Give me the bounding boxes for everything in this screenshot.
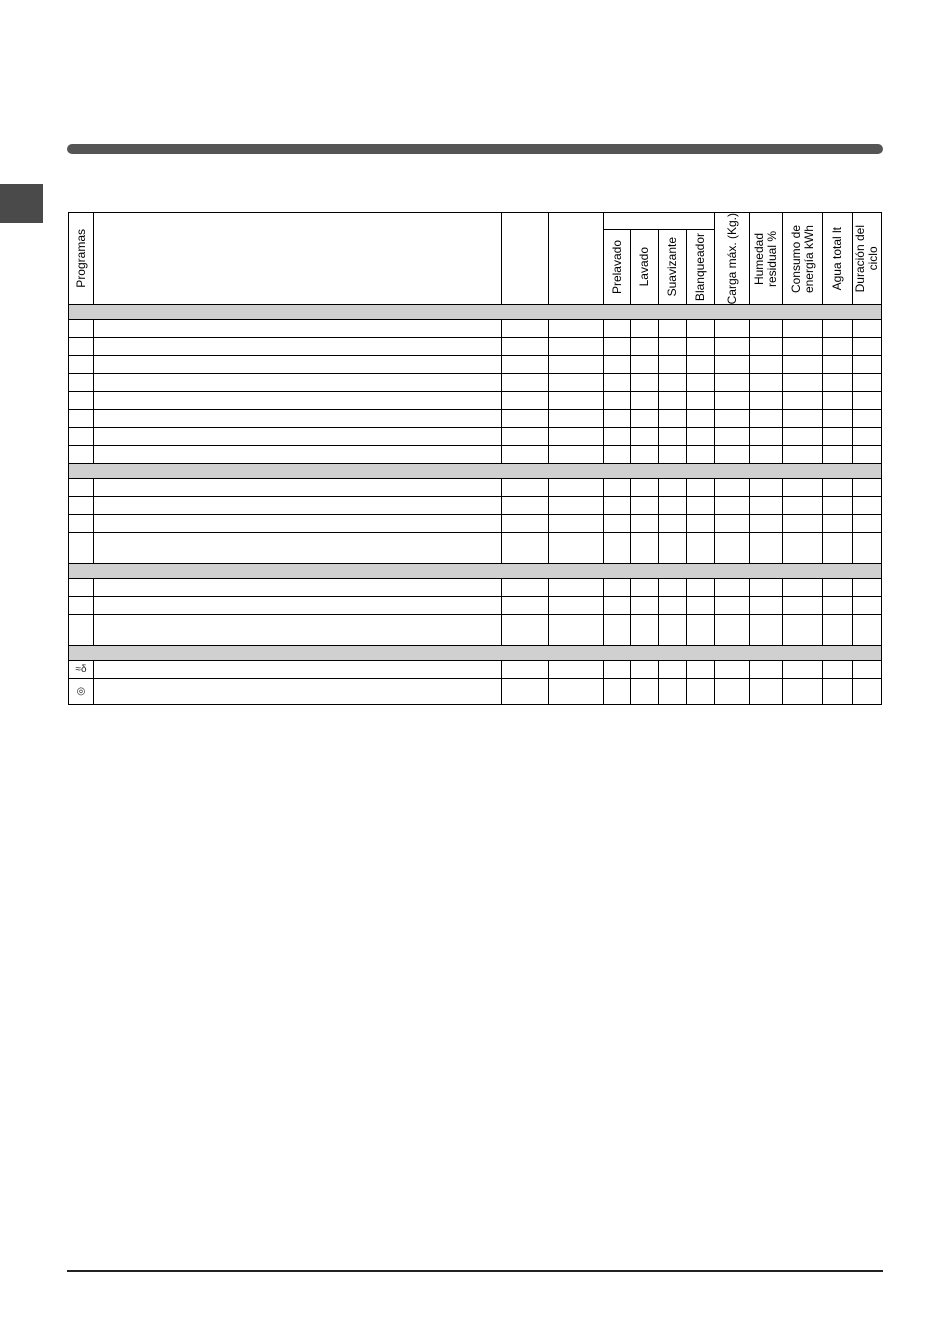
table-cell [659,338,687,356]
header-prelavado: Prelavado [604,229,631,305]
table-cell [502,479,549,497]
table-cell [687,428,715,446]
table-cell [853,320,882,338]
table-cell [715,374,750,392]
table-cell [783,428,823,446]
table-cell [853,374,882,392]
table-cell [659,533,687,564]
footer-rule [67,1270,883,1272]
table-cell [549,410,604,428]
table-cell [94,661,502,679]
section-header-row [69,646,882,661]
table-cell [604,661,631,679]
table-cell [604,615,631,646]
table-row [69,392,882,410]
table-cell [823,338,853,356]
table-row [69,579,882,597]
table-cell [549,446,604,464]
header-duracion: Duración del ciclo [853,213,882,305]
table-cell [750,338,783,356]
table-cell [715,320,750,338]
table-row [69,320,882,338]
table-row [69,515,882,533]
table-cell [631,579,659,597]
spin-icon: ◎ [76,685,86,697]
table-cell [502,338,549,356]
table-cell [631,410,659,428]
table-cell [715,515,750,533]
table-cell [502,515,549,533]
table-cell [631,497,659,515]
table-cell [604,392,631,410]
table-cell [549,615,604,646]
table-cell [853,356,882,374]
header-programas: Programas [69,213,94,305]
table-row [69,533,882,564]
table-cell [687,661,715,679]
table-cell [94,679,502,705]
table-cell [659,374,687,392]
header-description [94,213,502,305]
table-cell [853,497,882,515]
table-cell [631,356,659,374]
table-cell [502,356,549,374]
table-cell [502,392,549,410]
program-number-cell [69,356,94,374]
table-cell [823,479,853,497]
table-cell [687,533,715,564]
table-cell [604,374,631,392]
table-cell [783,410,823,428]
table-cell [823,497,853,515]
table-cell [604,428,631,446]
table-cell [715,615,750,646]
table-cell [823,597,853,615]
table-cell [687,446,715,464]
table-row [69,479,882,497]
table-cell [502,428,549,446]
table-cell [94,597,502,615]
table-cell [604,479,631,497]
table-cell [549,679,604,705]
table-cell [94,392,502,410]
header-consumo: Consumo de energía kWh [783,213,823,305]
table-cell [687,392,715,410]
table-cell [549,597,604,615]
table-cell [750,615,783,646]
table-cell [823,533,853,564]
table-cell [94,374,502,392]
table-cell [783,392,823,410]
table-cell [715,479,750,497]
table-cell [750,679,783,705]
program-number-cell [69,615,94,646]
table-cell [750,661,783,679]
table-cell [750,356,783,374]
table-cell [783,597,823,615]
section-header-row [69,564,882,579]
table-cell [94,497,502,515]
table-cell [549,428,604,446]
table-cell [687,497,715,515]
program-number-cell [69,579,94,597]
table-cell [631,374,659,392]
table-cell [750,497,783,515]
table-cell [549,533,604,564]
table-cell [715,356,750,374]
program-number-cell [69,479,94,497]
table-cell [549,579,604,597]
table-cell [659,428,687,446]
table-cell [823,515,853,533]
table-cell [750,428,783,446]
table-cell [659,597,687,615]
table-cell [687,320,715,338]
program-number-cell [69,428,94,446]
drum-rinse-icon: ≈δ [75,663,87,675]
programs-table-body [69,305,882,705]
table-cell [687,679,715,705]
table-cell [94,428,502,446]
table-row [69,428,882,446]
header-carga: Carga máx. (Kg.) [715,213,750,305]
table-cell [687,410,715,428]
table-cell [604,579,631,597]
table-cell [502,615,549,646]
table-cell [823,320,853,338]
header-blanqueador: Blanqueador [687,229,715,305]
table-cell [94,615,502,646]
table-cell [783,497,823,515]
table-cell [750,479,783,497]
table-cell [659,515,687,533]
table-cell [853,679,882,705]
table-cell [604,515,631,533]
table-cell [783,661,823,679]
table-cell [783,356,823,374]
table-cell [659,679,687,705]
table-cell [659,615,687,646]
table-cell [687,356,715,374]
table-cell [94,479,502,497]
table-cell [853,579,882,597]
table-cell [549,392,604,410]
table-cell [715,597,750,615]
table-cell [631,338,659,356]
table-cell [715,679,750,705]
table-cell [823,374,853,392]
table-cell [853,428,882,446]
table-cell [604,597,631,615]
program-number-cell [69,597,94,615]
table-cell [94,446,502,464]
table-cell [502,374,549,392]
table-row [69,679,882,705]
table-cell [631,392,659,410]
table-cell [750,533,783,564]
table-row [69,661,882,679]
table-cell [631,597,659,615]
table-cell [604,320,631,338]
table-cell [823,679,853,705]
header-suavizante: Suavizante [659,229,687,305]
table-cell [783,479,823,497]
table-cell [715,497,750,515]
table-cell [823,615,853,646]
table-cell [631,533,659,564]
header-col-a [502,213,549,305]
table-cell [659,579,687,597]
table-row [69,338,882,356]
table-cell [549,356,604,374]
table-cell [94,515,502,533]
table-cell [549,479,604,497]
table-cell [823,579,853,597]
table-cell [94,533,502,564]
table-cell [94,338,502,356]
header-col-b [549,213,604,305]
table-row [69,497,882,515]
program-number-cell [69,515,94,533]
table-cell [659,392,687,410]
table-cell [502,320,549,338]
table-cell [604,356,631,374]
table-cell [687,479,715,497]
table-cell [94,320,502,338]
table-cell [502,679,549,705]
table-cell [750,392,783,410]
program-number-cell [69,338,94,356]
table-cell [783,446,823,464]
table-cell [604,679,631,705]
table-row [69,374,882,392]
table-row [69,446,882,464]
table-cell [604,533,631,564]
table-cell [715,446,750,464]
section-header-cell [69,464,882,479]
table-cell [687,515,715,533]
table-cell [502,497,549,515]
table-cell [631,661,659,679]
table-cell [631,515,659,533]
table-cell [502,579,549,597]
table-row [69,410,882,428]
table-cell [549,374,604,392]
table-cell [823,428,853,446]
table-cell [502,410,549,428]
table-cell [853,338,882,356]
table-cell [631,320,659,338]
program-number-cell [69,679,94,705]
table-cell [604,446,631,464]
table-cell [750,374,783,392]
table-cell [549,320,604,338]
table-cell [549,338,604,356]
table-cell [94,410,502,428]
table-cell [715,579,750,597]
section-header-row [69,464,882,479]
table-cell [631,428,659,446]
table-cell [715,533,750,564]
table-cell [631,679,659,705]
section-header-cell [69,564,882,579]
table-cell [783,515,823,533]
program-number-cell [69,533,94,564]
table-cell [853,410,882,428]
table-cell [94,579,502,597]
table-cell [783,533,823,564]
table-cell [659,661,687,679]
table-cell [94,356,502,374]
table-cell [604,410,631,428]
table-cell [853,446,882,464]
table-cell [750,320,783,338]
programs-table [68,212,882,705]
table-cell [687,615,715,646]
table-cell [783,374,823,392]
program-number-cell [69,410,94,428]
table-cell [631,479,659,497]
table-cell [502,597,549,615]
table-cell [823,356,853,374]
table-cell [687,597,715,615]
header-lavado: Lavado [631,229,659,305]
table-cell [659,356,687,374]
table-cell [823,410,853,428]
table-cell [750,597,783,615]
table-cell [604,497,631,515]
header-detergents-group [604,213,715,230]
table-cell [783,679,823,705]
program-number-cell [69,392,94,410]
table-cell [687,338,715,356]
table-cell [715,428,750,446]
language-tab-marker [0,184,43,223]
table-cell [715,338,750,356]
table-cell [659,410,687,428]
header-humedad: Humedad residual % [750,213,783,305]
table-cell [604,338,631,356]
table-cell [659,497,687,515]
table-cell [823,446,853,464]
table-cell [659,479,687,497]
program-number-cell [69,320,94,338]
table-cell [687,374,715,392]
table-cell [853,515,882,533]
table-cell [502,533,549,564]
table-cell [853,533,882,564]
table-cell [549,497,604,515]
table-cell [502,661,549,679]
table-cell [783,320,823,338]
table-cell [823,392,853,410]
table-cell [750,515,783,533]
table-cell [853,661,882,679]
section-header-row [69,305,882,320]
table-cell [687,579,715,597]
section-header-cell [69,305,882,320]
table-cell [715,392,750,410]
table-cell [783,338,823,356]
program-number-cell [69,374,94,392]
table-cell [549,661,604,679]
header-rule [67,144,883,154]
section-header-cell [69,646,882,661]
program-number-cell [69,497,94,515]
table-cell [750,579,783,597]
table-row [69,356,882,374]
table-cell [502,446,549,464]
table-cell [659,320,687,338]
table-cell [783,579,823,597]
table-cell [631,615,659,646]
table-cell [715,661,750,679]
table-cell [659,446,687,464]
program-number-cell [69,661,94,679]
table-cell [783,615,823,646]
header-agua: Agua total lt [823,213,853,305]
program-number-cell [69,446,94,464]
table-cell [750,410,783,428]
table-cell [853,479,882,497]
table-cell [823,661,853,679]
table-cell [750,446,783,464]
table-cell [853,392,882,410]
table-cell [715,410,750,428]
table-cell [631,446,659,464]
table-cell [549,515,604,533]
table-row [69,615,882,646]
table-row [69,597,882,615]
table-cell [853,615,882,646]
table-cell [853,597,882,615]
